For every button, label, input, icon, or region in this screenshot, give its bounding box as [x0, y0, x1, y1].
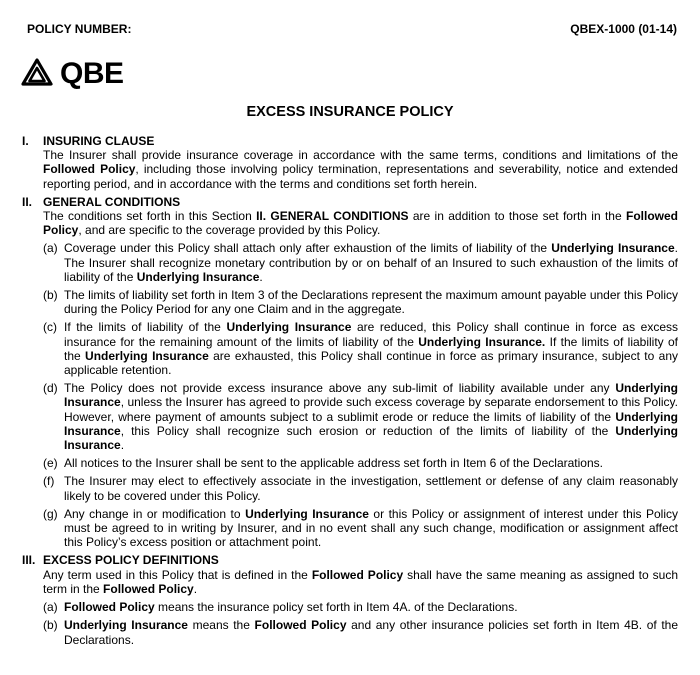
- text-run: Any change in or modification to: [64, 506, 246, 521]
- section-number: I.: [22, 134, 29, 148]
- clause-label: (a): [43, 600, 58, 615]
- defined-term: Followed Policy: [254, 618, 347, 633]
- clause-item: [43, 474, 678, 502]
- logo: [20, 56, 124, 92]
- section-paragraph: [43, 568, 678, 596]
- text-run: are exhausted, this Policy shall continue in force as primary insurance, subject to any applicable retention.: [64, 348, 678, 378]
- policy-section: [22, 195, 678, 550]
- defined-term: Underlying Insurance: [551, 241, 675, 256]
- text-run: , this Policy shall recognize such erosion or reduction of the limits of liability of the: [120, 423, 616, 438]
- clause-item: [43, 288, 678, 316]
- text-run: The Policy does not provide excess insurance above any sub-limit of liability available under any: [64, 381, 616, 396]
- text-run: are reduced, this Policy shall continue in force as excess insurance for the remaining amount of the limits of liability of the: [64, 320, 679, 349]
- document-title: EXCESS INSURANCE POLICY: [246, 104, 454, 120]
- clause-text: [64, 456, 678, 470]
- clause-label: (d): [43, 381, 58, 396]
- text-run: means the insurance policy set forth in Item 4A. of the Declarations.: [154, 600, 518, 615]
- page-header: [27, 22, 677, 40]
- clause-label: (g): [43, 506, 58, 521]
- text-run: , including those involving policy termination, representations and severability, notice and extended reporting period, and in accordance with the terms and conditions set forth herein.: [43, 162, 678, 191]
- policy-section: [22, 134, 678, 191]
- text-run: are in addition to those set forth in the: [408, 209, 626, 224]
- form-code: QBEX-1000 (01-14): [570, 22, 677, 36]
- text-run: All notices to the Insurer shall be sent to the applicable address set forth in Item 6 of the Declarations.: [64, 456, 603, 471]
- clause-label: (b): [43, 618, 58, 633]
- policy-body: [22, 134, 678, 651]
- section-heading: GENERAL CONDITIONS: [43, 194, 181, 209]
- defined-term: II. GENERAL CONDITIONS: [256, 209, 409, 224]
- clause-text: [64, 618, 678, 646]
- text-run: .: [259, 269, 263, 284]
- text-run: If the limits of liability of the: [64, 334, 679, 363]
- clause-item: [43, 618, 678, 646]
- clause-text: [64, 241, 678, 284]
- clause-text: [64, 381, 678, 452]
- clause-item: [43, 241, 678, 284]
- defined-term: Underlying Insurance: [64, 409, 678, 438]
- section-number: II.: [22, 194, 33, 209]
- clause-item: [43, 456, 678, 470]
- text-run: , and are specific to the coverage provided by this Policy.: [78, 223, 381, 238]
- clause-label: (b): [43, 288, 58, 303]
- text-run: . The Insurer shall recognize monetary contribution by or on behalf of an Insured to such exhaustion of the limits of liability of the: [64, 241, 678, 284]
- logo-text: QBE: [60, 57, 124, 90]
- text-run: means the: [187, 618, 255, 633]
- defined-term: Followed Policy: [311, 567, 404, 582]
- text-run: The Insurer shall provide insurance coverage in accordance with the same terms, conditions and limitations of the: [43, 148, 678, 163]
- policy-section: [22, 553, 678, 646]
- clause-label: (e): [43, 456, 58, 471]
- text-run: or this Policy or assignment of interest under this Policy must be agreed to in writing by Insurer, and in no event shall any such change, modification or assignment affect this Policy’s excess position or attachment point.: [64, 506, 678, 550]
- defined-term: Underlying Insurance: [226, 320, 352, 335]
- defined-term: Underlying Insurance: [85, 348, 209, 363]
- text-run: Any term used in this Policy that is defined in the: [43, 567, 312, 582]
- defined-term: Underlying Insurance: [136, 269, 260, 284]
- text-run: and any other insurance policies set forth in Item 4B. of the Declarations.: [64, 618, 679, 647]
- defined-term: Underlying Insurance.: [418, 334, 546, 349]
- defined-term: Underlying Insurance: [64, 618, 188, 633]
- clause-text: [64, 320, 678, 377]
- section-paragraph: [43, 209, 678, 237]
- clause-text: [64, 474, 678, 502]
- defined-term: Followed Policy: [64, 600, 155, 615]
- text-run: , unless the Insurer has agreed to provide such excess coverage by separate endorsement to this Policy. However, where payment of amounts subject to a sublimit erode or reduce the limits of liability of the: [64, 395, 678, 424]
- section-heading: INSURING CLAUSE: [43, 134, 155, 148]
- clause-text: [64, 288, 678, 316]
- text-run: The conditions set forth in this Section: [43, 209, 257, 224]
- section-number: III.: [22, 553, 36, 568]
- defined-term: Underlying Insurance: [245, 506, 369, 521]
- text-run: The limits of liability set forth in Item 3 of the Declarations represent the maximum amount payable under this Policy during the Policy Period for any one Claim and in the aggregate.: [64, 288, 678, 317]
- clause-label: (f): [43, 474, 55, 489]
- clause-item: [43, 600, 678, 614]
- defined-term: Underlying Insurance: [64, 381, 678, 410]
- defined-term: Followed Policy: [43, 209, 678, 238]
- clause-label: (a): [43, 241, 58, 256]
- qbe-logo-icon: [20, 57, 54, 91]
- text-run: .: [193, 581, 198, 596]
- text-run: shall have the same meaning as assigned to such term in the: [43, 567, 679, 596]
- defined-term: Underlying Insurance: [64, 423, 678, 453]
- clause-label: (c): [43, 320, 57, 335]
- clause-item: [43, 507, 678, 550]
- clause-list: [43, 600, 678, 647]
- clause-item: [43, 320, 678, 377]
- section-paragraph: [43, 148, 678, 191]
- clause-item: [43, 381, 678, 452]
- text-run: If the limits of liability of the: [64, 320, 227, 335]
- text-run: Coverage under this Policy shall attach only after exhaustion of the limits of liability of the: [64, 241, 552, 256]
- policy-number-label: POLICY NUMBER:: [27, 22, 132, 36]
- defined-term: Followed Policy: [103, 581, 194, 596]
- defined-term: Followed Policy: [43, 162, 136, 177]
- clause-text: [64, 600, 678, 614]
- clause-text: [64, 507, 678, 550]
- text-run: The Insurer may elect to effectively associate in the investigation, settlement or defense of any claim reasonably likely to be covered under this Policy.: [64, 474, 678, 503]
- clause-list: [43, 241, 678, 549]
- text-run: .: [120, 438, 125, 453]
- section-heading: EXCESS POLICY DEFINITIONS: [43, 553, 219, 568]
